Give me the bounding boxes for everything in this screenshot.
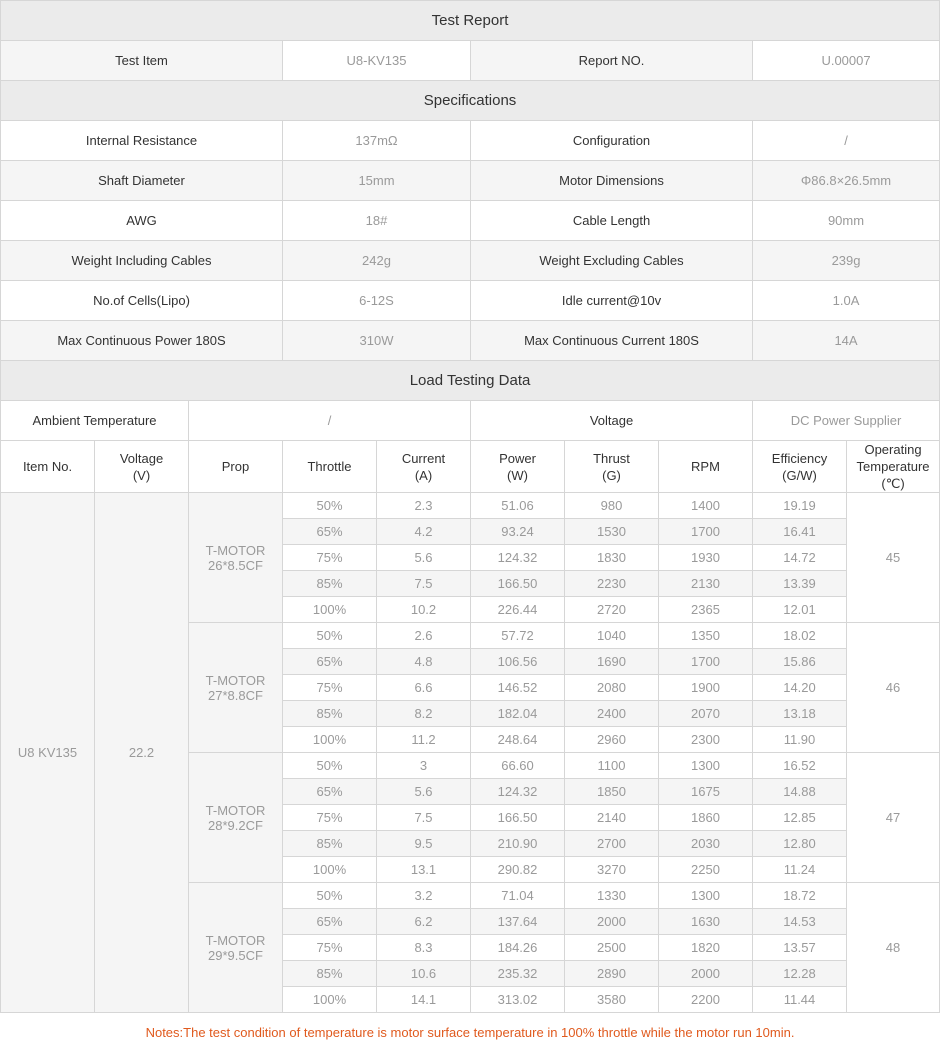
prop-cell-line-2: 27*8.8CF: [208, 687, 263, 703]
rpm-cell: 1860: [659, 805, 753, 831]
header-operating-temperature-line-1: Operating: [864, 442, 922, 457]
rpm-cell: 1350: [659, 623, 753, 649]
efficiency-cell: 12.28: [753, 961, 847, 987]
header-thrust-line-2: (G): [602, 467, 621, 483]
thrust-cell: 2720: [565, 597, 659, 623]
header-prop: [189, 441, 283, 493]
voltage-value: DC Power Supplier: [753, 401, 940, 441]
spec-value: 239g: [753, 241, 940, 281]
operating-temperature-cell: 48: [847, 883, 940, 1013]
spec-value: 15mm: [283, 161, 471, 201]
report-title: Test Report: [1, 1, 940, 41]
prop-cell-line-2: 29*9.5CF: [208, 947, 263, 963]
throttle-cell: 85%: [283, 831, 377, 857]
spec-label: Max Continuous Power 180S: [1, 321, 283, 361]
power-cell: 106.56: [471, 649, 565, 675]
thrust-cell: 2000: [565, 909, 659, 935]
rpm-cell: 1400: [659, 493, 753, 519]
thrust-cell: 1100: [565, 753, 659, 779]
header-voltage-line-1: Voltage: [119, 450, 164, 466]
header-rpm-line-1: RPM: [691, 459, 720, 474]
rpm-cell: 2365: [659, 597, 753, 623]
header-operating-temperature-line-3: (℃): [881, 476, 905, 491]
spec-label: AWG: [1, 201, 283, 241]
header-voltage-line-2: (V): [132, 467, 151, 483]
header-power: [471, 441, 565, 493]
prop-cell: [189, 753, 283, 883]
item-no-cell: U8 KV135: [1, 493, 95, 1013]
thrust-cell: 2500: [565, 935, 659, 961]
rpm-cell: 2030: [659, 831, 753, 857]
power-cell: 137.64: [471, 909, 565, 935]
header-voltage: [95, 441, 189, 493]
spec-label: Motor Dimensions: [471, 161, 753, 201]
spec-label: Cable Length: [471, 201, 753, 241]
thrust-cell: 3580: [565, 987, 659, 1013]
throttle-cell: 65%: [283, 519, 377, 545]
throttle-cell: 100%: [283, 597, 377, 623]
spec-label: Shaft Diameter: [1, 161, 283, 201]
power-cell: 290.82: [471, 857, 565, 883]
header-prop-line-1: Prop: [221, 459, 250, 474]
efficiency-cell: 13.39: [753, 571, 847, 597]
operating-temperature-cell: 47: [847, 753, 940, 883]
header-efficiency: [753, 441, 847, 493]
spec-row: [1, 241, 940, 281]
power-cell: 184.26: [471, 935, 565, 961]
power-cell: 166.50: [471, 805, 565, 831]
power-cell: 313.02: [471, 987, 565, 1013]
rpm-cell: 1700: [659, 519, 753, 545]
test-item-label: Test Item: [1, 41, 283, 81]
rpm-cell: 2070: [659, 701, 753, 727]
spec-value: 14A: [753, 321, 940, 361]
header-efficiency-line-2: (G/W): [782, 467, 817, 483]
current-cell: 3.2: [377, 883, 471, 909]
power-cell: 226.44: [471, 597, 565, 623]
efficiency-cell: 13.57: [753, 935, 847, 961]
rpm-cell: 2250: [659, 857, 753, 883]
thrust-cell: 1040: [565, 623, 659, 649]
rpm-cell: 2200: [659, 987, 753, 1013]
power-cell: 182.04: [471, 701, 565, 727]
spec-value: 242g: [283, 241, 471, 281]
efficiency-cell: 15.86: [753, 649, 847, 675]
throttle-cell: 50%: [283, 623, 377, 649]
efficiency-cell: 19.19: [753, 493, 847, 519]
throttle-cell: 75%: [283, 545, 377, 571]
throttle-cell: 100%: [283, 727, 377, 753]
throttle-cell: 65%: [283, 649, 377, 675]
throttle-cell: 85%: [283, 571, 377, 597]
rpm-cell: 1930: [659, 545, 753, 571]
header-efficiency-line-1: Efficiency: [771, 450, 828, 466]
spec-value: 310W: [283, 321, 471, 361]
load-testing-title: Load Testing Data: [1, 361, 940, 401]
thrust-cell: 2890: [565, 961, 659, 987]
current-cell: 14.1: [377, 987, 471, 1013]
thrust-cell: 2400: [565, 701, 659, 727]
rpm-cell: 1820: [659, 935, 753, 961]
current-cell: 13.1: [377, 857, 471, 883]
throttle-cell: 50%: [283, 883, 377, 909]
spec-label: Max Continuous Current 180S: [471, 321, 753, 361]
spec-label: Weight Excluding Cables: [471, 241, 753, 281]
efficiency-cell: 18.72: [753, 883, 847, 909]
specifications-title: Specifications: [1, 81, 940, 121]
table-row: [1, 493, 940, 519]
rpm-cell: 1900: [659, 675, 753, 701]
ambient-temperature-label: Ambient Temperature: [1, 401, 189, 441]
test-condition-note: Notes:The test condition of temperature is motor surface temperature in 100% throttle while the motor run 10min.: [1, 1013, 940, 1053]
header-item-no-line-1: Item No.: [22, 459, 73, 474]
spec-value: Φ86.8×26.5mm: [753, 161, 940, 201]
rpm-cell: 1300: [659, 753, 753, 779]
efficiency-cell: 16.41: [753, 519, 847, 545]
current-cell: 5.6: [377, 545, 471, 571]
power-cell: 248.64: [471, 727, 565, 753]
voltage-cell: 22.2: [95, 493, 189, 1013]
current-cell: 8.2: [377, 701, 471, 727]
spec-value: /: [753, 121, 940, 161]
current-cell: 4.8: [377, 649, 471, 675]
header-current-line-1: Current: [401, 450, 446, 466]
spec-row: [1, 281, 940, 321]
current-cell: 3: [377, 753, 471, 779]
operating-temperature-cell: 45: [847, 493, 940, 623]
header-current-line-2: (A): [414, 467, 433, 483]
thrust-cell: 1850: [565, 779, 659, 805]
thrust-cell: 1330: [565, 883, 659, 909]
power-cell: 51.06: [471, 493, 565, 519]
throttle-cell: 85%: [283, 701, 377, 727]
prop-cell-line-2: 28*9.2CF: [208, 817, 263, 833]
spec-row: [1, 321, 940, 361]
power-cell: 235.32: [471, 961, 565, 987]
power-cell: 66.60: [471, 753, 565, 779]
throttle-cell: 50%: [283, 493, 377, 519]
thrust-cell: 1690: [565, 649, 659, 675]
efficiency-cell: 14.88: [753, 779, 847, 805]
thrust-cell: 2230: [565, 571, 659, 597]
current-cell: 6.2: [377, 909, 471, 935]
current-cell: 4.2: [377, 519, 471, 545]
efficiency-cell: 12.01: [753, 597, 847, 623]
throttle-cell: 65%: [283, 909, 377, 935]
current-cell: 2.3: [377, 493, 471, 519]
power-cell: 124.32: [471, 545, 565, 571]
spec-label: No.of Cells(Lipo): [1, 281, 283, 321]
prop-cell: [189, 883, 283, 1013]
spec-label: Weight Including Cables: [1, 241, 283, 281]
power-cell: 71.04: [471, 883, 565, 909]
power-cell: 146.52: [471, 675, 565, 701]
header-thrust-line-1: Thrust: [593, 450, 630, 466]
header-throttle-line-1: Throttle: [307, 459, 352, 474]
prop-cell: [189, 493, 283, 623]
current-cell: 9.5: [377, 831, 471, 857]
efficiency-cell: 11.44: [753, 987, 847, 1013]
thrust-cell: 2960: [565, 727, 659, 753]
operating-temperature-cell: 46: [847, 623, 940, 753]
prop-cell-line-2: 26*8.5CF: [208, 557, 263, 573]
efficiency-cell: 12.80: [753, 831, 847, 857]
header-power-line-2: (W): [507, 467, 528, 483]
header-rpm: [659, 441, 753, 493]
thrust-cell: 2140: [565, 805, 659, 831]
spec-row: [1, 161, 940, 201]
throttle-cell: 85%: [283, 961, 377, 987]
header-throttle: [283, 441, 377, 493]
power-cell: 57.72: [471, 623, 565, 649]
current-cell: 10.2: [377, 597, 471, 623]
spec-label: Internal Resistance: [1, 121, 283, 161]
thrust-cell: 2080: [565, 675, 659, 701]
throttle-cell: 75%: [283, 675, 377, 701]
rpm-cell: 1630: [659, 909, 753, 935]
efficiency-cell: 11.90: [753, 727, 847, 753]
prop-cell-line-1: T-MOTOR: [205, 932, 266, 948]
power-cell: 210.90: [471, 831, 565, 857]
rpm-cell: 2300: [659, 727, 753, 753]
throttle-cell: 75%: [283, 805, 377, 831]
report-no-value: U.00007: [753, 41, 940, 81]
current-cell: 7.5: [377, 805, 471, 831]
header-operating-temperature-line-2: Temperature: [856, 459, 930, 474]
efficiency-cell: 16.52: [753, 753, 847, 779]
current-cell: 5.6: [377, 779, 471, 805]
efficiency-cell: 18.02: [753, 623, 847, 649]
efficiency-cell: 13.18: [753, 701, 847, 727]
prop-cell: [189, 623, 283, 753]
spec-label: Configuration: [471, 121, 753, 161]
ambient-temperature-value: /: [189, 401, 471, 441]
rpm-cell: 1675: [659, 779, 753, 805]
efficiency-cell: 14.53: [753, 909, 847, 935]
rpm-cell: 2130: [659, 571, 753, 597]
spec-value: 18#: [283, 201, 471, 241]
current-cell: 10.6: [377, 961, 471, 987]
prop-cell-line-1: T-MOTOR: [205, 542, 266, 558]
efficiency-cell: 11.24: [753, 857, 847, 883]
spec-value: 1.0A: [753, 281, 940, 321]
throttle-cell: 65%: [283, 779, 377, 805]
spec-row: [1, 121, 940, 161]
header-current: [377, 441, 471, 493]
thrust-cell: 1830: [565, 545, 659, 571]
rpm-cell: 1300: [659, 883, 753, 909]
power-cell: 124.32: [471, 779, 565, 805]
voltage-label: Voltage: [471, 401, 753, 441]
throttle-cell: 75%: [283, 935, 377, 961]
rpm-cell: 1700: [659, 649, 753, 675]
rpm-cell: 2000: [659, 961, 753, 987]
prop-cell-line-1: T-MOTOR: [205, 672, 266, 688]
header-power-line-1: Power: [499, 450, 536, 466]
test-item-value: U8-KV135: [283, 41, 471, 81]
header-operating-temperature: [847, 441, 940, 493]
current-cell: 2.6: [377, 623, 471, 649]
efficiency-cell: 12.85: [753, 805, 847, 831]
current-cell: 7.5: [377, 571, 471, 597]
thrust-cell: 3270: [565, 857, 659, 883]
header-thrust: [565, 441, 659, 493]
efficiency-cell: 14.72: [753, 545, 847, 571]
prop-cell-line-1: T-MOTOR: [205, 802, 266, 818]
spec-value: 90mm: [753, 201, 940, 241]
current-cell: 6.6: [377, 675, 471, 701]
throttle-cell: 50%: [283, 753, 377, 779]
thrust-cell: 1530: [565, 519, 659, 545]
spec-value: 137mΩ: [283, 121, 471, 161]
spec-label: Idle current@10v: [471, 281, 753, 321]
throttle-cell: 100%: [283, 987, 377, 1013]
report-no-label: Report NO.: [471, 41, 753, 81]
current-cell: 8.3: [377, 935, 471, 961]
thrust-cell: 980: [565, 493, 659, 519]
efficiency-cell: 14.20: [753, 675, 847, 701]
power-cell: 93.24: [471, 519, 565, 545]
header-item-no: [1, 441, 95, 493]
thrust-cell: 2700: [565, 831, 659, 857]
spec-value: 6-12S: [283, 281, 471, 321]
spec-row: [1, 201, 940, 241]
current-cell: 11.2: [377, 727, 471, 753]
power-cell: 166.50: [471, 571, 565, 597]
throttle-cell: 100%: [283, 857, 377, 883]
